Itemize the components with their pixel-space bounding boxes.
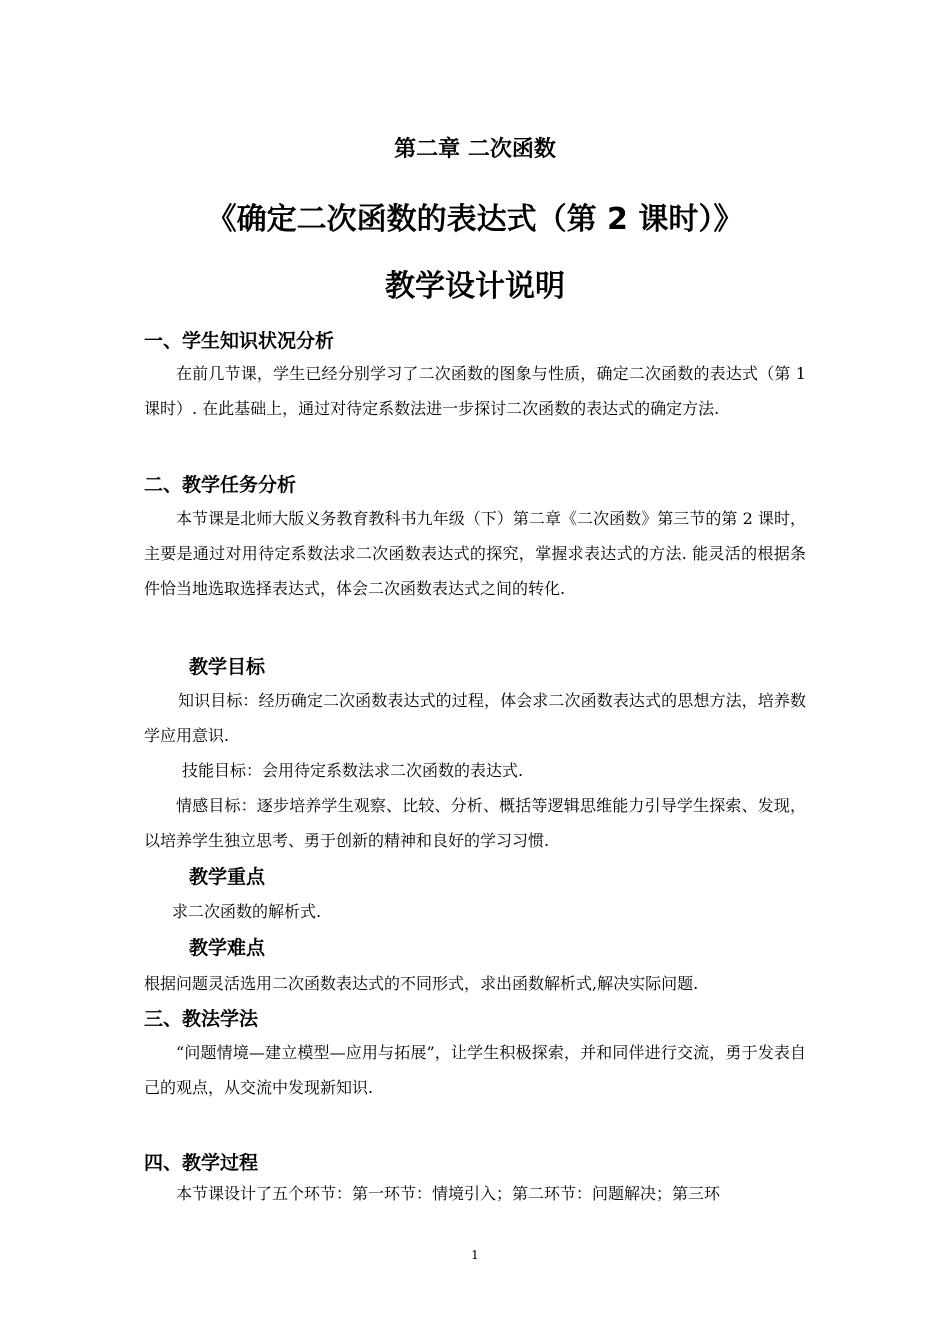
difficult-point-heading: 教学难点: [189, 937, 266, 959]
key-point-heading: 教学重点: [189, 866, 266, 888]
section-4-heading: 四、教学过程: [144, 1152, 259, 1174]
section-1-paragraph: 在前几节课，学生已经分别学习了二次函数的图象与性质，确定二次函数的表达式（第 1 课时）. 在此基础上，通过对待定系数法进一步探讨二次函数的表达式的确定方法.: [144, 364, 806, 418]
section-4-paragraph: 本节课设计了五个环节：第一环节：情境引入；第二环节：问题解决；第三环: [176, 1184, 721, 1203]
goal-emotion: 情感目标：逐步培养学生观察、比较、分析、概括等逻辑思维能力引导学生探索、发现，以培养学生独立思考、勇于创新的精神和良好的学习习惯.: [144, 796, 806, 850]
document-title: 《确定二次函数的表达式（第 2 课时）》: [206, 202, 744, 237]
section-3-paragraph: “问题情境—建立模型—应用与拓展”，让学生积极探索，并和同伴进行交流，勇于发表自己的观点，从交流中发现新知识.: [144, 1043, 806, 1097]
goal-knowledge: 知识目标：经历确定二次函数表达式的过程，体会求二次函数表达式的思想方法，培养数学应用意识.: [144, 691, 806, 745]
section-1-heading: 一、学生知识状况分析: [144, 330, 335, 352]
key-point-text: 求二次函数的解析式.: [172, 902, 322, 921]
difficult-point-text: 根据问题灵活选用二次函数表达式的不同形式，求出函数解析式,解决实际问题.: [144, 974, 699, 993]
chapter-heading: 第二章 二次函数: [394, 137, 556, 162]
section-3-heading: 三、教法学法: [144, 1008, 259, 1030]
teaching-goals-heading: 教学目标: [189, 656, 266, 678]
goal-skill: 技能目标：会用待定系数法求二次函数的表达式.: [182, 761, 524, 780]
section-2-paragraph: 本节课是北师大版义务教育教科书九年级（下）第二章《二次函数》第三节的第 2 课时，主要是通过对用待定系数法求二次函数表达式的探究，掌握求表达式的方法. 能灵活的根据条件恰当地选取选择表达式，体会二次函数表达式之间的转化.: [144, 509, 806, 598]
document-subtitle: 教学设计说明: [385, 269, 565, 304]
page-number: 1: [471, 1248, 479, 1262]
section-2-heading: 二、教学任务分析: [144, 474, 297, 496]
